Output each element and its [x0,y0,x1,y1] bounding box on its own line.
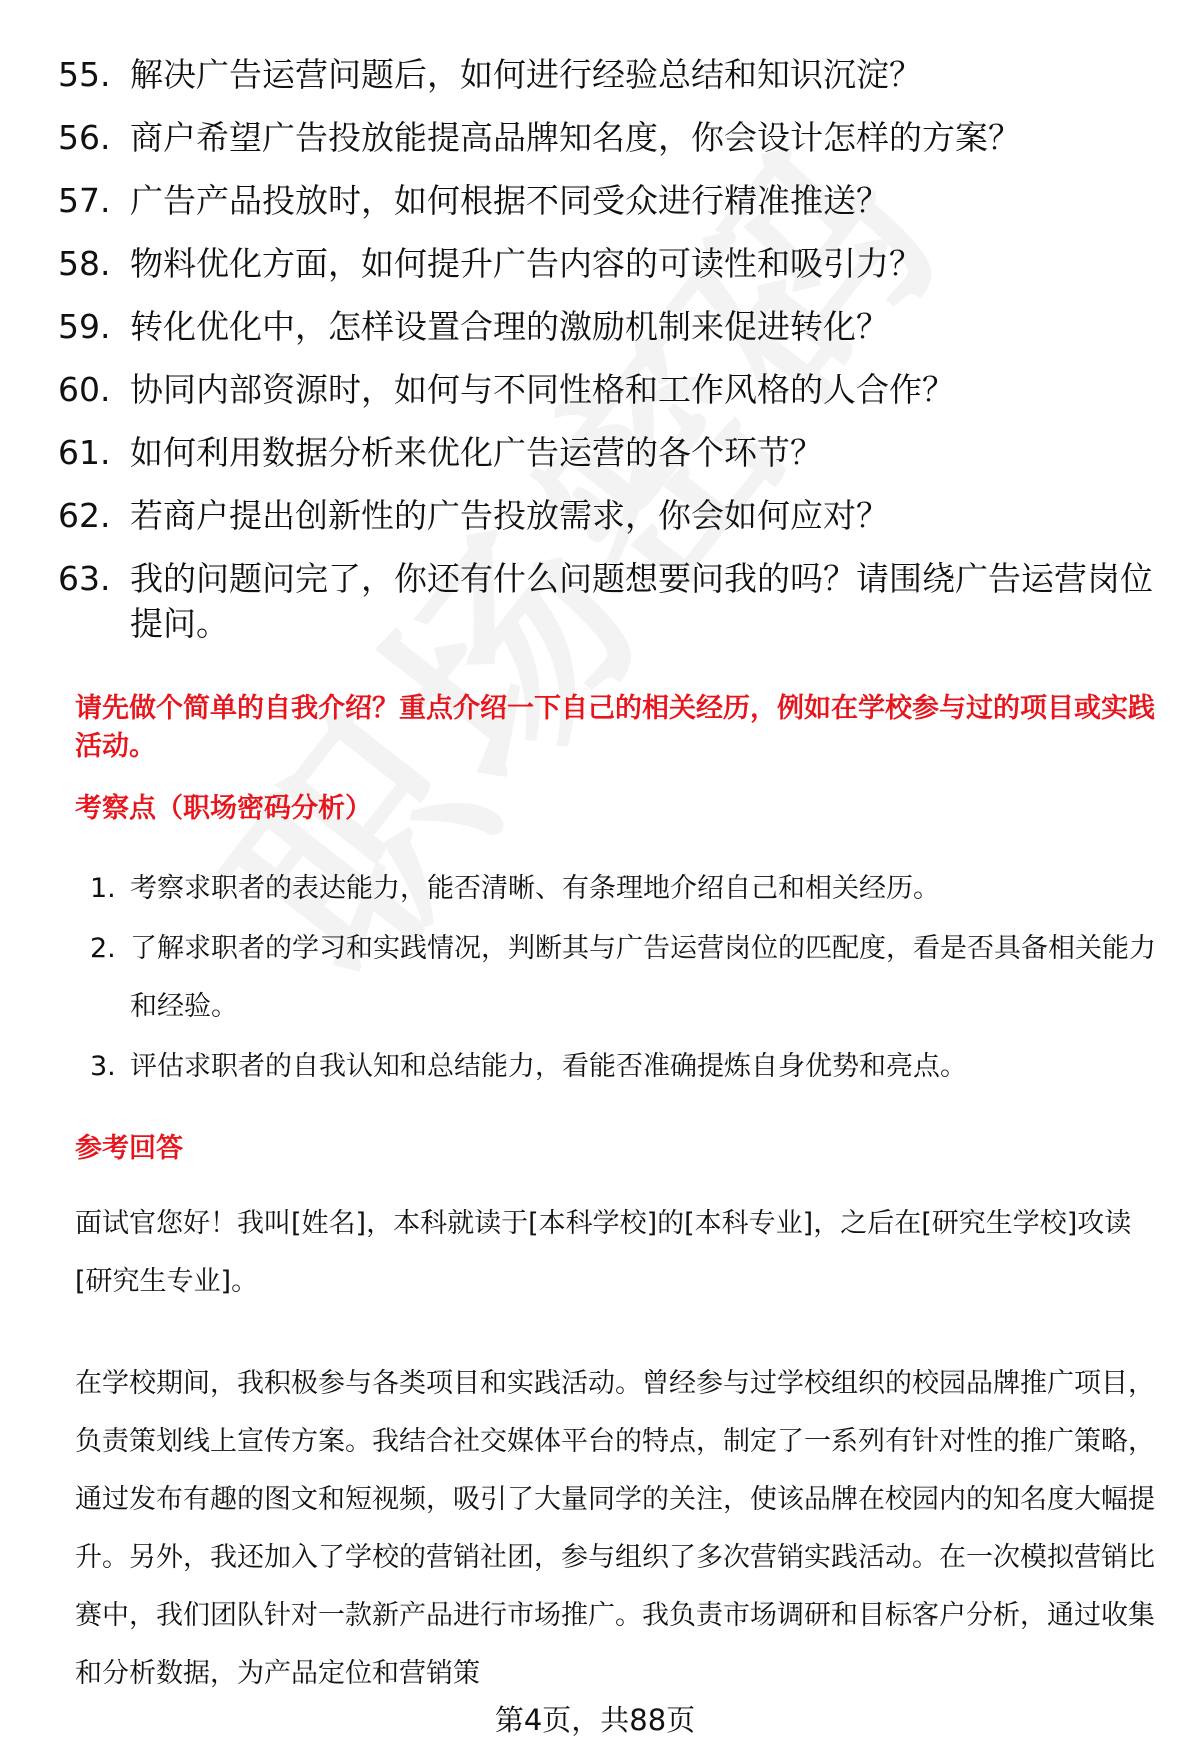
answer-paragraph: 面试官您好！我叫[姓名]，本科就读于[本科学校]的[本科专业]，之后在[研究生学校]攻读[研究生专业]。 [75,1208,1132,1297]
item-text: 如何利用数据分析来优化广告运营的各个环节？ [130,433,823,472]
item-number: 56. [58,118,111,157]
item-text: 转化优化中，怎样设置合理的激励机制来促进转化？ [130,307,889,346]
list-item [58,115,1158,160]
item-text: 商户希望广告投放能提高品牌知名度，你会设计怎样的方案？ [130,118,1021,157]
item-number: 57. [58,181,111,220]
list-item [58,178,1158,223]
item-text: 我的问题问完了，你还有什么问题想要问我的吗？请围绕广告运营岗位提问。 [130,559,1153,643]
item-number: 1. [90,873,116,904]
item-number: 63. [58,559,111,598]
item-text: 评估求职者的自我认知和总结能力，看能否准确提炼自身优势和亮点。 [130,1051,967,1082]
item-text: 协同内部资源时，如何与不同性格和工作风格的人合作？ [130,370,955,409]
answer-heading: 参考回答 [75,1133,183,1164]
item-text: 广告产品投放时，如何根据不同受众进行精准推送？ [130,181,889,220]
list-item [90,1038,1165,1096]
list-item [58,304,1158,349]
item-number: 61. [58,433,111,472]
list-item [58,241,1158,286]
list-item [58,367,1158,412]
analysis-heading: 考察点（职场密码分析） [75,793,372,824]
answer-paragraph: 在学校期间，我积极参与各类项目和实践活动。曾经参与过学校组织的校园品牌推广项目，负责策划线上宣传方案。我结合社交媒体平台的特点，制定了一系列有针对性的推广策略，通过发布有趣的图文和短视频，吸引了大量同学的关注，使该品牌在校园内的知名度大幅提升。另外，我还加入了学校的营销社团，参与组织了多次营销实践活动。在一次模拟营销比赛中，我们团队针对一款新产品进行市场推广。我负责市场调研和目标客户分析，通过收集和分析数据，为产品定位和营销策 [75,1368,1155,1689]
item-number: 58. [58,244,111,283]
list-item [58,430,1158,475]
item-number: 55. [58,55,111,94]
list-item [90,860,1165,918]
item-text: 解决广告运营问题后，如何进行经验总结和知识沉淀？ [130,55,922,94]
item-number: 62. [58,496,111,535]
item-text: 若商户提出创新性的广告投放需求，你会如何应对？ [130,496,889,535]
page-footer: 第4页，共88页 [494,1703,696,1737]
list-item [90,920,1165,1036]
analysis-list [90,860,1165,1098]
list-item [58,52,1158,97]
item-number: 59. [58,307,111,346]
question-heading: 请先做个简单的自我介绍？重点介绍一下自己的相关经历，例如在学校参与过的项目或实践活动。 [75,693,1155,762]
item-text: 物料优化方面，如何提升广告内容的可读性和吸引力？ [130,244,922,283]
item-number: 60. [58,370,111,409]
item-text: 考察求职者的表达能力，能否清晰、有条理地介绍自己和相关经历。 [130,873,940,904]
item-number: 2. [90,933,116,964]
list-item [58,493,1158,538]
item-text: 了解求职者的学习和实践情况，判断其与广告运营岗位的匹配度，看是否具备相关能力和经验。 [130,933,1156,1022]
question-list [58,52,1158,664]
list-item [58,556,1158,646]
item-number: 3. [90,1051,116,1082]
